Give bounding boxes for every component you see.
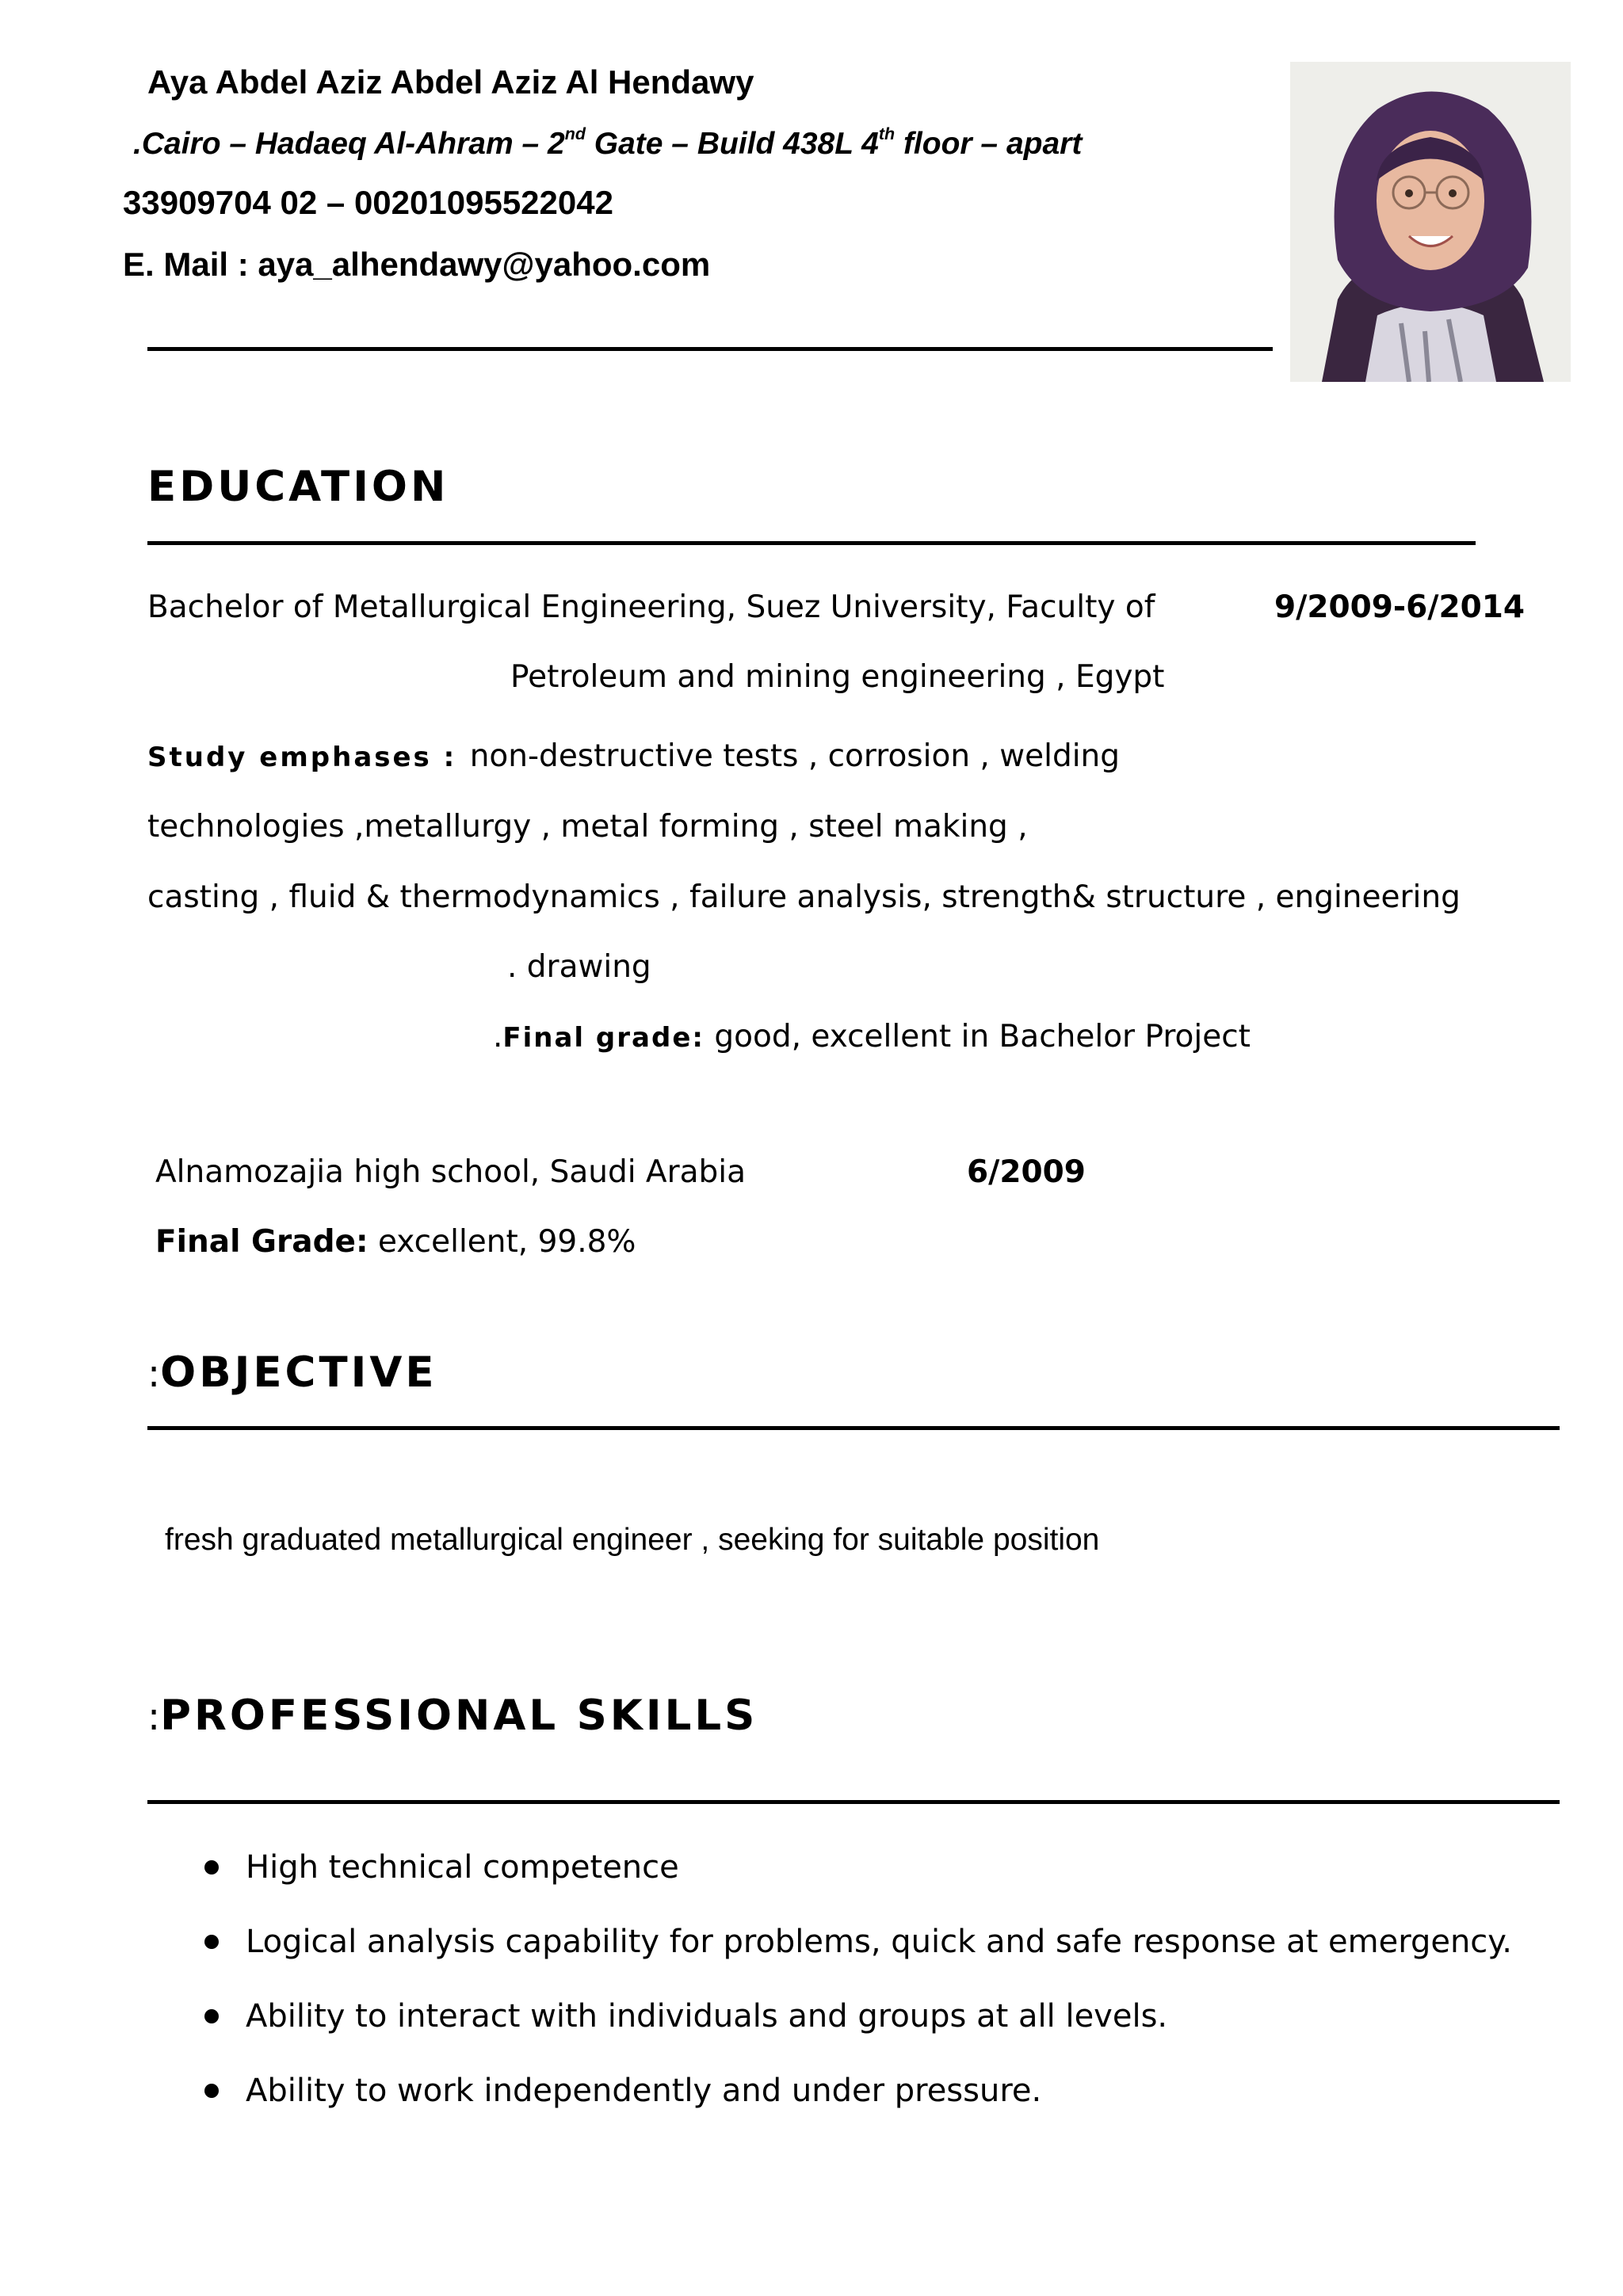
study-emphases-line-2: technologies ,metallurgy , metal forming , steel making , xyxy=(147,809,1028,845)
objective-divider xyxy=(147,1426,1560,1430)
high-school-grade-line xyxy=(155,1224,636,1260)
study-emphases-line-1: non-destructive tests , corrosion , welding xyxy=(469,738,1121,774)
objective-text: fresh graduated metallurgical engineer , seeking for suitable position xyxy=(165,1523,1100,1557)
skills-heading xyxy=(147,1691,758,1740)
address-sup-2: th xyxy=(878,124,896,143)
bullet-icon xyxy=(204,2009,219,2023)
skill-text: Ability to interact with individuals and groups at all levels. xyxy=(246,1998,1168,2035)
bullet-icon xyxy=(204,1860,219,1875)
study-emphases-label: Study emphases : xyxy=(147,742,457,773)
high-school: Alnamozajia high school, Saudi Arabia xyxy=(155,1154,747,1190)
degree-line-1: Bachelor of Metallurgical Engineering, Suez University, Faculty of xyxy=(147,589,1155,625)
high-school-date: 6/2009 xyxy=(967,1154,1086,1190)
profile-photo xyxy=(1290,62,1571,382)
final-grade-value: good, excellent in Bachelor Project xyxy=(704,1019,1251,1055)
email-line: E. Mail : aya_alhendawy@yahoo.com xyxy=(123,246,711,283)
list-item xyxy=(246,1849,679,1886)
education-divider xyxy=(147,541,1476,545)
degree-line-2: Petroleum and mining engineering , Egypt xyxy=(510,659,1165,695)
degree-dates: 9/2009-6/2014 xyxy=(1274,589,1526,625)
phone-numbers: 33909704 02 – 00201095522042 xyxy=(123,184,613,221)
study-emphases-line-4: . drawing xyxy=(507,949,651,985)
address-part-1: .Cairo – Hadaeq Al-Ahram – 2 xyxy=(133,127,565,161)
high-school-grade-label: Final Grade: xyxy=(155,1224,369,1260)
objective-title: OBJECTIVE xyxy=(160,1348,437,1397)
skills-title: PROFESSIONAL SKILLS xyxy=(160,1691,758,1740)
skill-text: High technical competence xyxy=(246,1849,679,1886)
bullet-icon xyxy=(204,2084,219,2098)
high-school-grade-value: excellent, 99.8% xyxy=(368,1224,636,1260)
final-grade-prefix: . xyxy=(493,1019,503,1055)
objective-heading xyxy=(147,1348,437,1397)
address-line xyxy=(133,124,1083,162)
study-emphases-line xyxy=(147,738,1120,774)
header-divider xyxy=(147,347,1273,351)
list-item xyxy=(246,1924,1512,1960)
skills-divider xyxy=(147,1800,1560,1804)
skills-colon: : xyxy=(147,1695,161,1739)
list-item xyxy=(246,2073,1041,2109)
bullet-icon xyxy=(204,1935,219,1949)
final-grade-line xyxy=(493,1019,1251,1055)
name-heading: Aya Abdel Aziz Abdel Aziz Al Hendawy xyxy=(147,63,754,101)
study-emphases-line-3: casting , fluid & thermodynamics , failure analysis, strength& structure , engineering xyxy=(147,879,1461,915)
address-part-3: floor – apart xyxy=(895,127,1083,161)
address-part-2: Gate – Build 438L 4 xyxy=(585,127,879,161)
objective-colon: : xyxy=(147,1352,161,1396)
education-heading: EDUCATION xyxy=(147,463,449,511)
final-grade-label: Final grade: xyxy=(502,1022,705,1054)
address-sup-1: nd xyxy=(564,124,586,143)
list-item xyxy=(246,1998,1167,2035)
skill-text: Ability to work independently and under pressure. xyxy=(246,2073,1042,2109)
skill-text: Logical analysis capability for problems, quick and safe response at emergency. xyxy=(246,1924,1512,1960)
